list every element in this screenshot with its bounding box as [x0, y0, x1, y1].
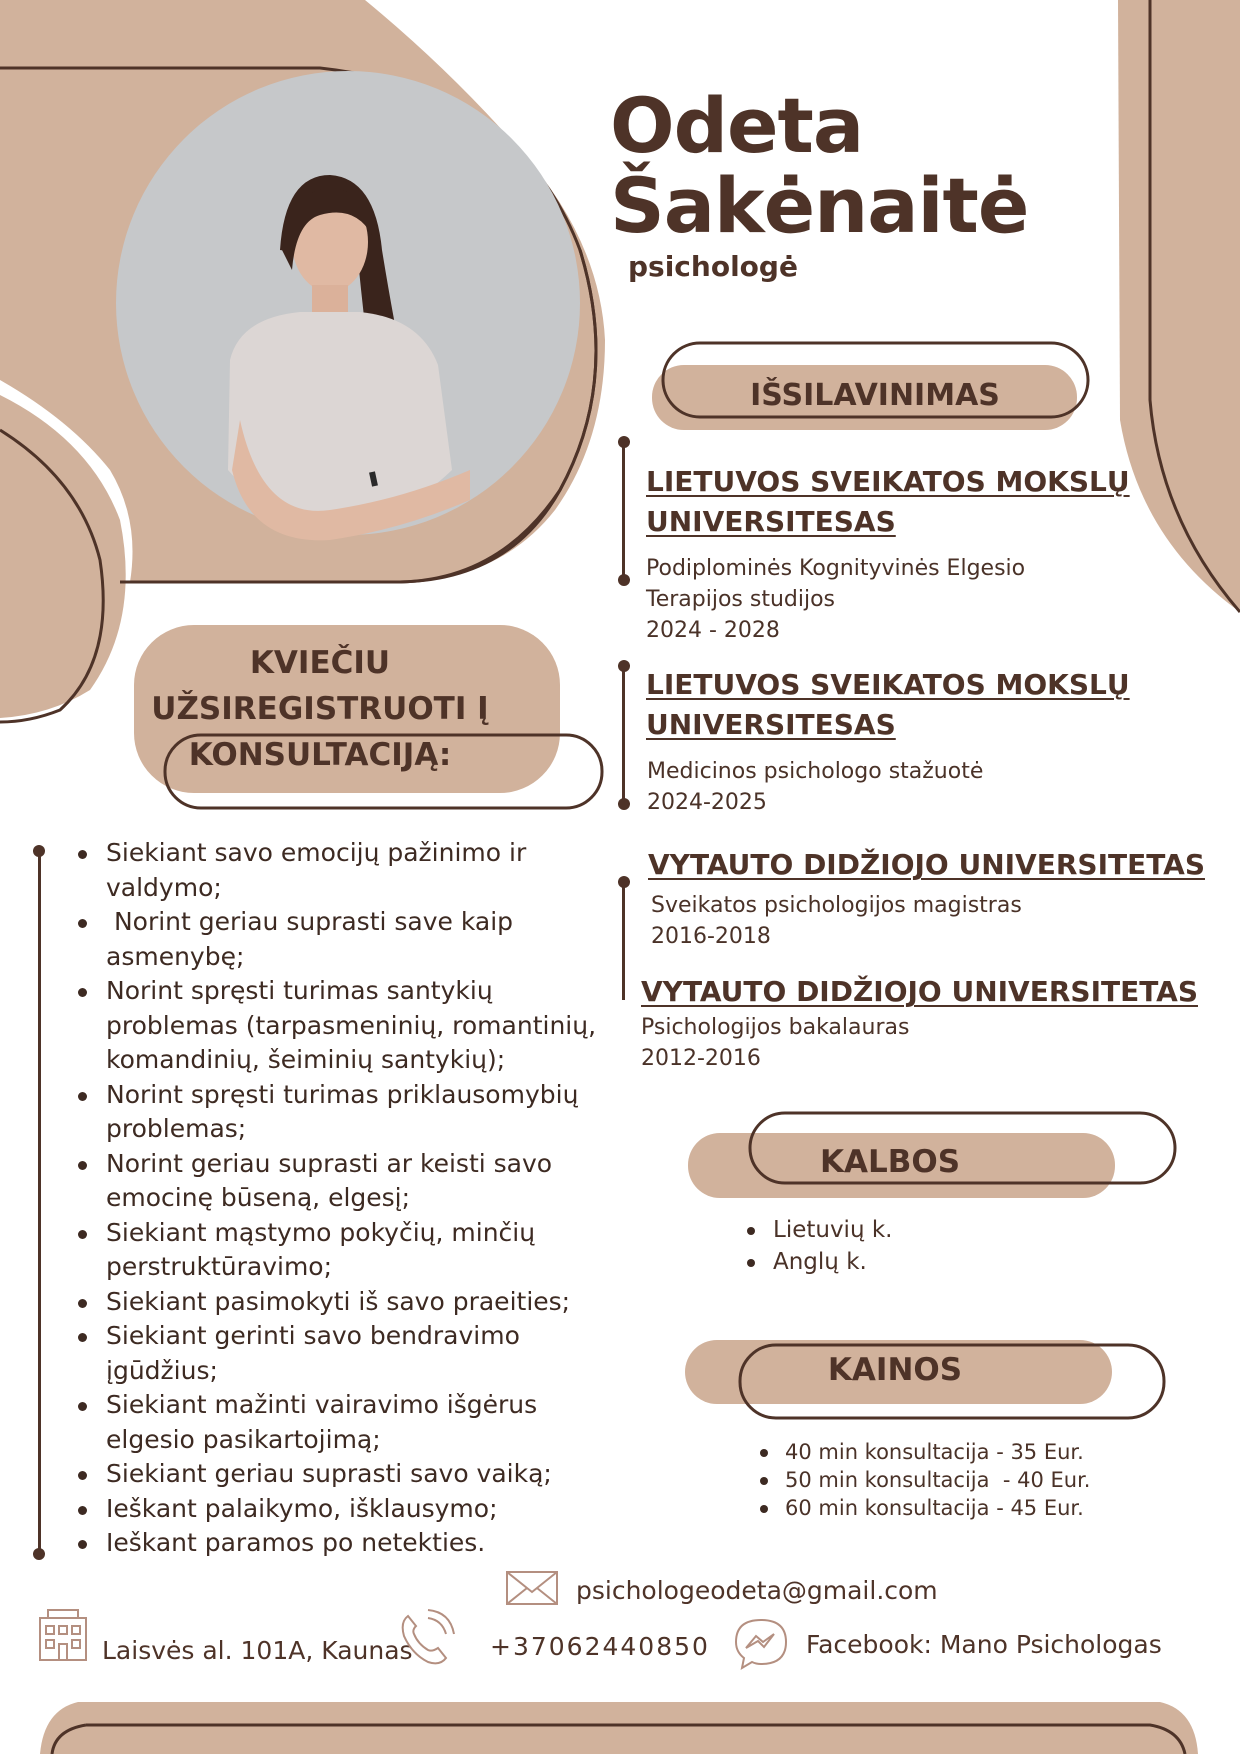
list-item: Norint spręsti turimas priklausomybių problemas;	[36, 1078, 616, 1147]
education-details: Psichologijos bakalauras 2012-2016	[641, 1015, 910, 1071]
phone-icon	[394, 1608, 456, 1670]
education-institution: LIETUVOS SVEIKATOS MOKSLŲ UNIVERSITESAS	[646, 668, 1130, 741]
languages-list	[700, 1214, 892, 1278]
list-item: Siekiant mažinti vairavimo išgėrus elgesio pasikartojimą;	[36, 1388, 616, 1457]
education-details: Sveikatos psichologijos magistras 2016-2018	[651, 893, 1022, 949]
cta-title	[150, 640, 490, 778]
education-institution: VYTAUTO DIDŽIOJO UNIVERSITETAS	[648, 848, 1205, 881]
email-link[interactable]: psichologeodeta@gmail.com	[576, 1576, 938, 1605]
list-item: Siekiant savo emocijų pažinimo ir valdymo;	[36, 836, 616, 905]
list-item: Ieškant palaikymo, išklausymo;	[36, 1492, 616, 1527]
list-item: Siekiant mąstymo pokyčių, minčių perstruktūravimo;	[36, 1216, 616, 1285]
first-name: Odeta	[610, 81, 864, 170]
list-item: Norint spręsti turimas santykių problemas (tarpasmeninių, romantinių, komandinių, šeiminių santykių);	[36, 974, 616, 1078]
list-item: 60 min konsultacija - 45 Eur.	[720, 1494, 1090, 1522]
list-item: Siekiant gerinti savo bendravimo įgūdžius;	[36, 1319, 616, 1388]
list-item: Norint geriau suprasti save kaip asmenybę;	[36, 905, 616, 974]
cta-title-line: KVIEČIU	[249, 645, 391, 681]
role-title: psichologė	[628, 250, 798, 283]
last-name: Šakėnaitė	[610, 161, 1029, 250]
cta-title-line: KONSULTACIJĄ:	[188, 737, 452, 773]
list-item: Anglų k.	[700, 1246, 892, 1278]
messenger-icon	[732, 1616, 790, 1672]
timeline-dot	[618, 574, 630, 586]
languages-title: KALBOS	[819, 1144, 961, 1180]
list-item: Siekiant geriau suprasti savo vaiką;	[36, 1457, 616, 1492]
right-strip	[1118, 0, 1240, 612]
prices-list	[720, 1438, 1090, 1522]
building-icon	[36, 1606, 90, 1662]
education-details: Podiplominės Kognityvinės Elgesio Terapijos studijos 2024 - 2028	[646, 556, 1026, 643]
list-item: Siekiant pasimokyti iš savo praeities;	[36, 1285, 616, 1320]
list-item: Norint geriau suprasti ar keisti savo emocinę būseną, elgesį;	[36, 1147, 616, 1216]
education-institution: VYTAUTO DIDŽIOJO UNIVERSITETAS	[641, 975, 1198, 1008]
bottom-band	[40, 1702, 1198, 1754]
address-text: Laisvės al. 101A, Kaunas	[102, 1636, 413, 1665]
list-item: 40 min konsultacija - 35 Eur.	[720, 1438, 1090, 1466]
education-title: IŠSILAVINIMAS	[750, 378, 1000, 413]
timeline-line	[622, 442, 625, 580]
facebook-link[interactable]: Facebook: Mano Psichologas	[806, 1630, 1162, 1659]
prices-title: KAINOS	[827, 1352, 963, 1388]
list-item: Ieškant paramos po netekties.	[36, 1526, 616, 1561]
phone-link[interactable]: +37062440850	[490, 1632, 710, 1661]
timeline-line	[622, 666, 625, 804]
list-item: Lietuvių k.	[700, 1214, 892, 1246]
reasons-list	[36, 836, 616, 1561]
education-institution: LIETUVOS SVEIKATOS MOKSLŲ UNIVERSITESAS	[646, 465, 1130, 538]
education-details: Medicinos psichologo stažuotė 2024-2025	[647, 759, 984, 815]
timeline-dot	[618, 798, 630, 810]
cta-title-line: UŽSIREGISTRUOTI Į	[151, 691, 489, 727]
timeline-line	[622, 882, 625, 1000]
list-item: 50 min konsultacija - 40 Eur.	[720, 1466, 1090, 1494]
envelope-icon	[505, 1568, 561, 1608]
